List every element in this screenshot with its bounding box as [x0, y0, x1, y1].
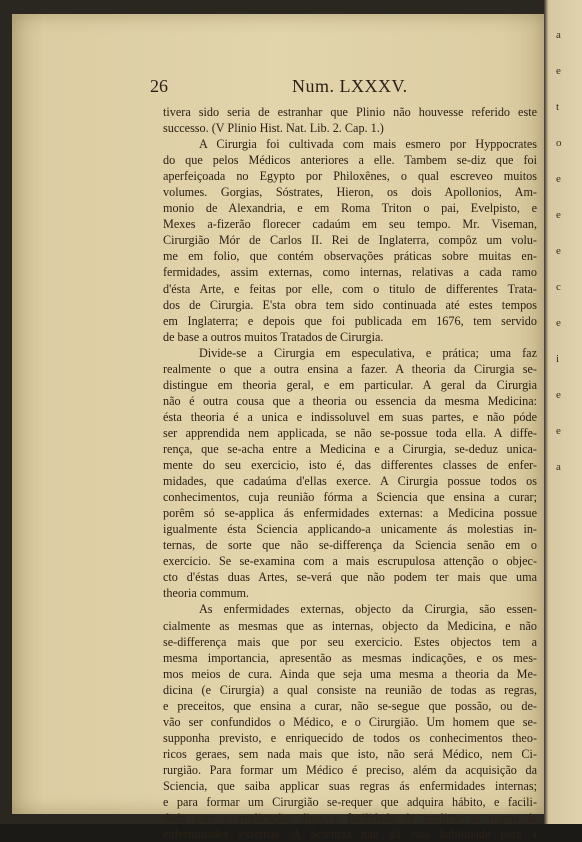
margin-letter: o: [556, 137, 562, 149]
body-text: [163, 104, 537, 842]
text-line: porêm só se-applica ás enfermidades externas: a Medicina possue: [163, 506, 537, 521]
margin-letter: a: [556, 29, 561, 41]
text-line: vão ser confundidos o Médico, e o Cirurgião. Um homem que se-: [163, 714, 537, 729]
text-line: Divide-se a Cirurgia em especulativa, e prática; uma faz: [199, 345, 537, 360]
text-line: tivera sido seria de estranhar que Plinio não houvesse referido este: [163, 105, 537, 119]
text-line: e para formar um Cirurgião se-requer que adquira hábito, e facili-: [163, 795, 537, 810]
margin-letter: e: [556, 425, 561, 437]
page-header: [150, 76, 522, 98]
text-line: monio de Alexandria, e em Roma Triton o pai, Evelpisto, e: [163, 201, 537, 216]
page-number: 26: [150, 76, 168, 96]
text-line: se-differença mais que por seu exercicio. Estes objectos tem a: [163, 634, 537, 649]
text-line: e preceitos, que ensina a curar, não se-segue que possão, ou de-: [163, 698, 537, 713]
text-line: enfermidades externas. A Sciencia não dá ésta habilidade para a: [163, 827, 537, 842]
margin-letter: i: [556, 353, 560, 365]
margin-letter: e: [556, 65, 561, 77]
text-line: Sciencia, que saiba applicar suas regras ás enfermidades internas;: [163, 778, 537, 793]
text-line: conhecimentos, cuja reunião fórma a Sciencia que ensina a curar;: [163, 490, 537, 505]
text-line: Cirurgião Mór de Carlos II. Rei de Inglaterra, compôz um volu-: [163, 233, 537, 248]
text-line: ésta theoria é a unica e indissoluvel em suas partes, e não póde: [163, 409, 537, 424]
text-line: exercicio. Se se-examina com a mais escrupulosa attenção o objec-: [163, 554, 537, 569]
margin-letter: e: [556, 317, 561, 329]
margin-letter: e: [556, 209, 561, 221]
text-line: de base a outros muitos Tratados de Cirurgia.: [163, 329, 384, 344]
text-line: em Inglaterra; e depois que foi publicada em 1676, tem servido: [163, 313, 537, 328]
text-line: dicina (e Cirurgia) a qual consiste na reunião de todas as regras,: [163, 682, 537, 697]
text-line: ternas, de sorte que não se-differença da Sciencia senão em o: [163, 538, 537, 553]
text-line: mesma importancia, apresentão as mesmas indicações, e os mes-: [163, 650, 537, 665]
text-line: mente do seu exercicio, isto é, das differentes classes de enfer-: [163, 458, 537, 473]
text-line: ser apprendida nem applicada, se não se-possue toda ella. A diffe-: [163, 425, 537, 440]
text-line: realmente o que a outra ensina a fazer. A theoria da Cirurgia se-: [163, 361, 537, 376]
text-line: igualmente ésta Sciencia applicando-a unicamente ás molestias in-: [163, 522, 537, 537]
adjacent-page-edge: [544, 0, 582, 824]
text-line: theoria commum.: [163, 586, 249, 601]
adjacent-page-letters: [556, 30, 580, 473]
text-line: dade para a applicação, digo, e facilidade de applicar as regras ás: [163, 811, 537, 826]
text-line: volumes. Gorgias, Sóstrates, Hieron, os dois Apollonios, Am-: [163, 185, 537, 200]
text-line: dos de Cirurgia. E'sta obra tem sido continuada até estes tempos: [163, 297, 537, 312]
margin-letter: t: [556, 101, 560, 113]
margin-letter: e: [556, 245, 561, 257]
text-line: Mexes a-fizerão florecer cadaúm em seu tempo. Mr. Viseman,: [163, 217, 537, 232]
text-line: successo. (V Plinio Hist. Nat. Lib. 2. Cap. 1.): [163, 121, 384, 136]
text-line: aperfeiçoada no Egypto por Philoxênes, o qual escreveo muitos: [163, 169, 537, 184]
running-title: Num. LXXXV.: [292, 76, 408, 96]
margin-letter: e: [556, 173, 561, 185]
margin-letter: c: [556, 281, 561, 293]
text-line: A Cirurgia foi cultivada com mais esmero por Hyppocrates: [199, 137, 537, 152]
text-line: d'ésta Arte, e feitas por elle, com o titulo de differentes Trata-: [163, 281, 537, 296]
text-line: midades, que cadaúma d'ellas exerce. A Cirurgia possue todos os: [163, 474, 537, 489]
margin-letter: e: [556, 389, 561, 401]
text-line: As enfermidades externas, objecto da Cirurgia, são essen-: [199, 602, 537, 617]
text-line: rença, que se-acha entre a Medicina e a Cirurgia, se-deduz unica-: [163, 441, 537, 456]
text-line: me em folio, que contém observações práticas sobre muitas en-: [163, 249, 537, 264]
text-line: não é outra cousa que a theoria ou essencia da mesma Medicina:: [163, 393, 537, 408]
text-line: distingue em theoria geral, e em particular. A geral da Cirurgia: [163, 377, 537, 392]
text-line: supponha previsto, e enriquecido de todos os conhecimentos theo-: [163, 730, 537, 745]
text-line: ricos geraes, sem nada mais que isto, não será Médico, nem Ci-: [163, 746, 537, 761]
text-line: fermidades, assim externas, como internas, relativas a cada ramo: [163, 265, 537, 280]
margin-letter: a: [556, 461, 561, 473]
text-line: cialmente as mesmas que as internas, objecto da Medicina, e não: [163, 618, 537, 633]
text-line: cto d'éstas duas Artes, se-verá que não podem ter mais que uma: [163, 570, 537, 585]
text-line: mos meios de cura. Ainda que seja uma mesma a theoria da Me-: [163, 666, 537, 681]
text-line: rurgião. Para formar um Médico é preciso, além da acquisição da: [163, 762, 537, 777]
text-line: do que pelos Médicos anteriores a elle. Tambem se-diz que foi: [163, 153, 537, 168]
